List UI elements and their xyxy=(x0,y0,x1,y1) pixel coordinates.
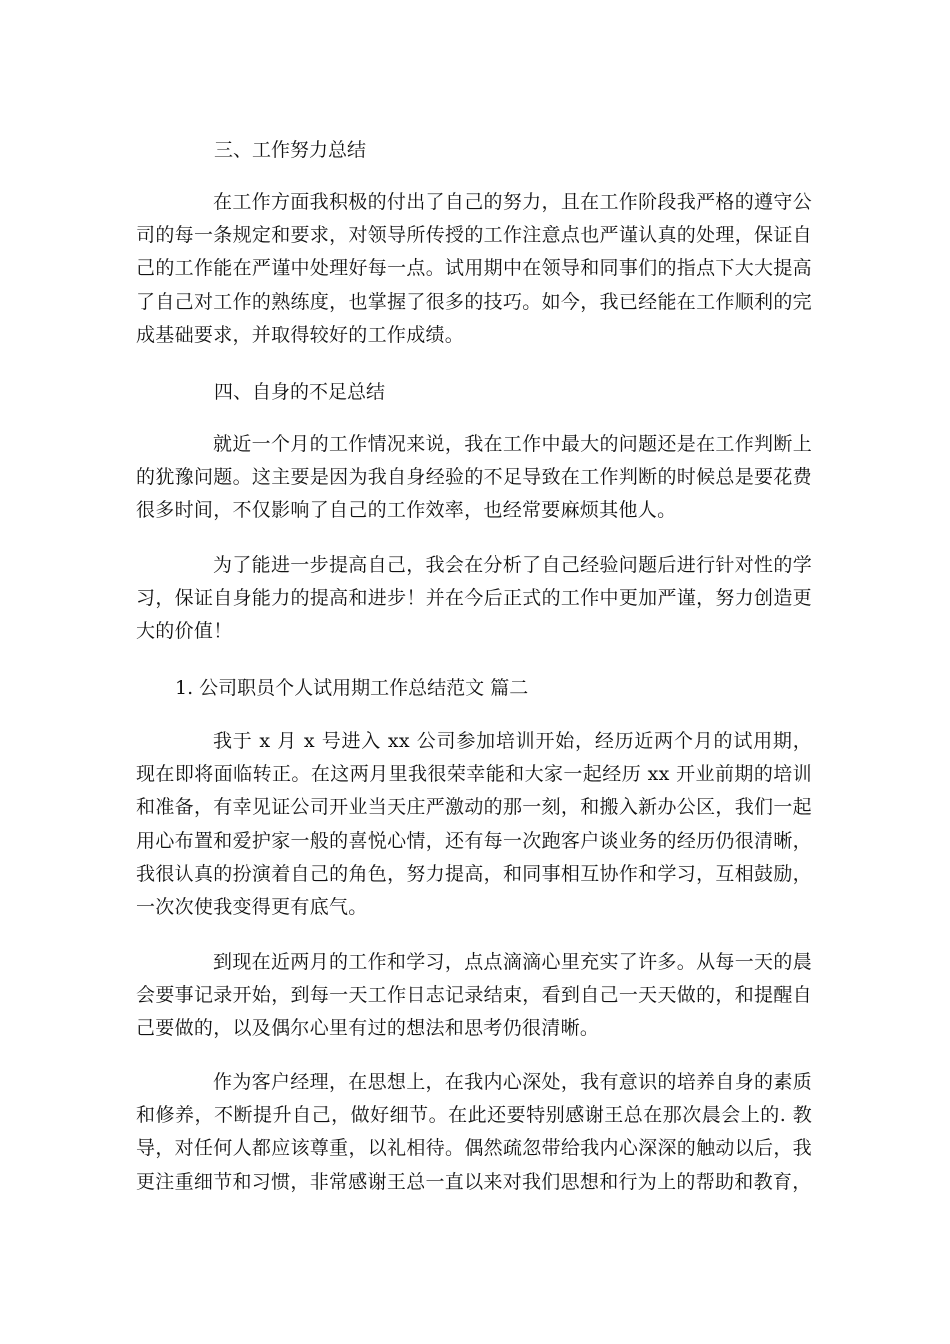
numbered-title: 1. 公司职员个人试用期工作总结范文 篇二 xyxy=(175,677,529,699)
paragraph-improvement: 为了能进一步提高自己，我会在分析了自己经验问题后进行针对性的学习，保证自身能力的提高和进步！并在今后正式的工作中更加严谨，努力创造更大的价值！ xyxy=(136,554,812,643)
paragraph-probation-intro: 我于 x 月 x 号进入 xx 公司参加培训开始，经历近两个月的试用期，现在即将面临转正。在这两月里我很荣幸能和大家一起经历 xx 开业前期的培训和准备，有幸见证公司开业当天庄严激动的那一刻，和搬入新办公区，我们一起用心布置和爱护家一般的喜悦心情，还有每一次跑客户谈业务的经历仍很清晰，我很认真的扮演着自己的角色，努力提高，和同事相互协作和学习，互相鼓励，一次次使我变得更有底气。 xyxy=(136,730,812,919)
paragraph-shortcomings: 就近一个月的工作情况来说，我在工作中最大的问题还是在工作判断上的犹豫问题。这主要是因为我自身经验的不足导致在工作判断的时候总是要花费很多时间，不仅影响了自己的工作效率，也经常要麻烦其他人。 xyxy=(136,433,812,522)
section-heading-three: 三、工作努力总结 xyxy=(214,139,367,161)
section-heading-four: 四、自身的不足总结 xyxy=(214,381,386,403)
paragraph-work-effort: 在工作方面我积极的付出了自己的努力，且在工作阶段我严格的遵守公司的每一条规定和要求，对领导所传授的工作注意点也严谨认真的处理，保证自己的工作能在严谨中处理好每一点。试用期中在领导和同事们的指点下大大提高了自己对工作的熟练度，也掌握了很多的技巧。如今，我已经能在工作顺利的完成基础要求，并取得较好的工作成绩。 xyxy=(136,191,812,346)
paragraph-work-study: 到现在近两月的工作和学习，点点滴滴心里充实了许多。从每一天的晨会要事记录开始，到每一天工作日志记录结束，看到自己一天天做的，和提醒自己要做的，以及偶尔心里有过的想法和思考仍很清晰。 xyxy=(136,951,812,1040)
paragraph-account-manager: 作为客户经理，在思想上，在我内心深处，我有意识的培养自身的素质和修养，不断提升自己，做好细节。在此还要特别感谢王总在那次晨会上的. 教导，对任何人都应该尊重，以礼相待。偶然疏忽带给我内心深深的触动以后，我更注重细节和习惯，非常感谢王总一直以来对我们思想和行为上的帮助和教育， xyxy=(136,1071,812,1193)
